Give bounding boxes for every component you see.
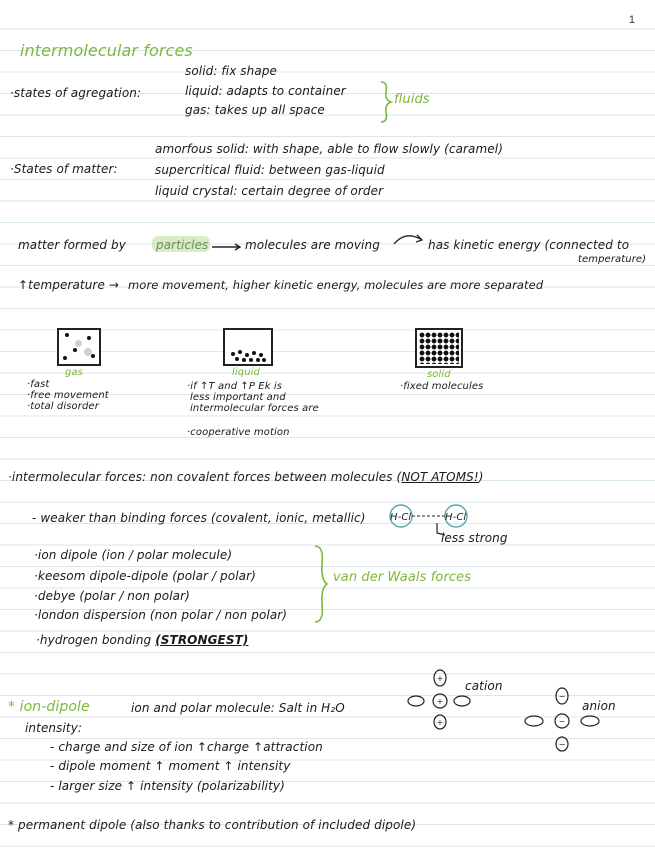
particles-line2b: more movement, higher kinetic energy, molecules are more separated <box>128 278 544 292</box>
hydrogen-bonding <box>36 633 248 647</box>
particles-line2a: ↑temperature → <box>18 278 120 292</box>
vdw-brace-icon <box>312 544 330 624</box>
hcl-molecule-2: H-Cl <box>445 512 467 523</box>
intensity-point-2: - dipole moment ↑ moment ↑ intensity <box>50 759 291 773</box>
solid-note-1: ·fixed molecules <box>400 381 484 392</box>
gas-particle <box>65 333 69 337</box>
liquid-particle <box>238 350 242 354</box>
gas-diagram <box>57 328 101 366</box>
imf-list-item-2: ·keesom dipole-dipole (polar / polar) <box>34 569 256 583</box>
svg-text:−: − <box>558 740 566 749</box>
matter-liquid-crystal: liquid crystal: certain degree of order <box>155 184 384 198</box>
particles-line1d: has kinetic energy (connected to <box>428 238 630 252</box>
liquid-note-1: ·if ↑T and ↑P Ek is <box>187 381 283 392</box>
liquid-label: liquid <box>232 367 260 378</box>
liquid-particle <box>249 358 253 362</box>
page-title: intermolecular forces <box>20 41 193 60</box>
particles-line1e: temperature) <box>578 254 647 265</box>
svg-text:+: + <box>436 697 444 706</box>
liquid-particle <box>245 353 249 357</box>
intensity-point-1: - charge and size of ion ↑charge ↑attraction <box>50 740 323 754</box>
particles-line1a: matter formed by <box>18 238 126 252</box>
imf-list-item-1: ·ion dipole (ion / polar molecule) <box>34 548 233 562</box>
liquid-particle <box>242 358 246 362</box>
intensity-point-3: - larger size ↑ intensity (polarizability) <box>50 779 285 793</box>
page-number: 1 <box>628 14 635 26</box>
gas-label: gas <box>65 367 83 378</box>
gas-note-2: ·free movement <box>27 390 109 401</box>
aggregation-solid: solid: fix shape <box>185 64 278 78</box>
imf-definition-a: ·intermolecular forces: non covalent forces between molecules ( <box>8 470 402 484</box>
less-strong-label: less strong <box>441 531 508 545</box>
gas-note-3: ·total disorder <box>27 401 99 412</box>
arrow-right-icon <box>212 243 244 251</box>
liquid-particle <box>256 358 260 362</box>
hydrogen-bonding-strongest: (STRONGEST) <box>155 633 249 647</box>
svg-text:−: − <box>558 717 566 726</box>
vdw-label: van der Waals forces <box>333 570 472 585</box>
liquid-particle <box>252 351 256 355</box>
gas-particle <box>73 348 77 352</box>
anion-diagram <box>520 686 602 754</box>
svg-text:+: + <box>436 718 444 727</box>
curved-arrow-icon <box>392 232 426 246</box>
matter-label: ·States of matter: <box>10 162 118 176</box>
gas-note-1: ·fast <box>27 379 50 390</box>
gas-motion-blur <box>84 348 92 356</box>
gas-particle <box>91 354 95 358</box>
liquid-note-3: intermolecular forces are <box>190 403 319 414</box>
liquid-particle <box>235 357 239 361</box>
hcl-molecule-1: H-Cl <box>390 512 412 523</box>
aggregation-gas: gas: takes up all space <box>185 103 325 117</box>
gas-motion-blur <box>75 340 82 347</box>
liquid-note-2: less important and <box>190 392 286 403</box>
imf-not-atoms: NOT ATOMS! <box>401 470 479 484</box>
svg-text:+: + <box>436 674 444 683</box>
imf-weaker: - weaker than binding forces (covalent, ionic, metallic) <box>32 511 366 525</box>
fluids-label: fluids <box>394 92 430 107</box>
particles-word: particles <box>156 238 209 252</box>
imf-definition <box>8 470 484 484</box>
ion-dipole-desc: ion and polar molecule: Salt in H₂O <box>131 701 345 715</box>
permanent-dipole-note: * permanent dipole (also thanks to contribution of included dipole) <box>8 818 417 832</box>
liquid-particle <box>231 352 235 356</box>
solid-particle-lattice <box>419 332 459 364</box>
imf-list-item-3: ·debye (polar / non polar) <box>34 589 190 603</box>
matter-supercritical: supercritical fluid: between gas-liquid <box>155 163 385 177</box>
aggregation-label: ·states of agregation: <box>10 86 142 100</box>
gas-particle <box>87 336 91 340</box>
imf-list-item-4: ·london dispersion (non polar / non polar) <box>34 608 288 622</box>
particles-line1c: molecules are moving <box>245 238 380 252</box>
hydrogen-bonding-label: ·hydrogen bonding <box>36 633 152 647</box>
solid-label: solid <box>427 369 451 380</box>
matter-amorphous: amorfous solid: with shape, able to flow slowly (caramel) <box>155 142 503 156</box>
liquid-diagram <box>223 328 273 366</box>
aggregation-liquid: liquid: adapts to container <box>185 84 346 98</box>
liquid-particle <box>262 358 266 362</box>
svg-text:−: − <box>558 692 566 701</box>
liquid-note-4: ·cooperative motion <box>187 427 290 438</box>
cation-diagram <box>404 668 468 730</box>
ion-dipole-heading: * ion-dipole <box>8 699 90 715</box>
anion-label: anion <box>582 699 616 713</box>
imf-definition-c: ) <box>478 470 484 484</box>
fluids-brace-icon <box>378 80 394 124</box>
gas-particle <box>63 356 67 360</box>
liquid-particle <box>259 353 263 357</box>
cation-label: cation <box>465 679 503 693</box>
solid-diagram <box>415 328 463 368</box>
intensity-label: intensity: <box>25 721 83 735</box>
